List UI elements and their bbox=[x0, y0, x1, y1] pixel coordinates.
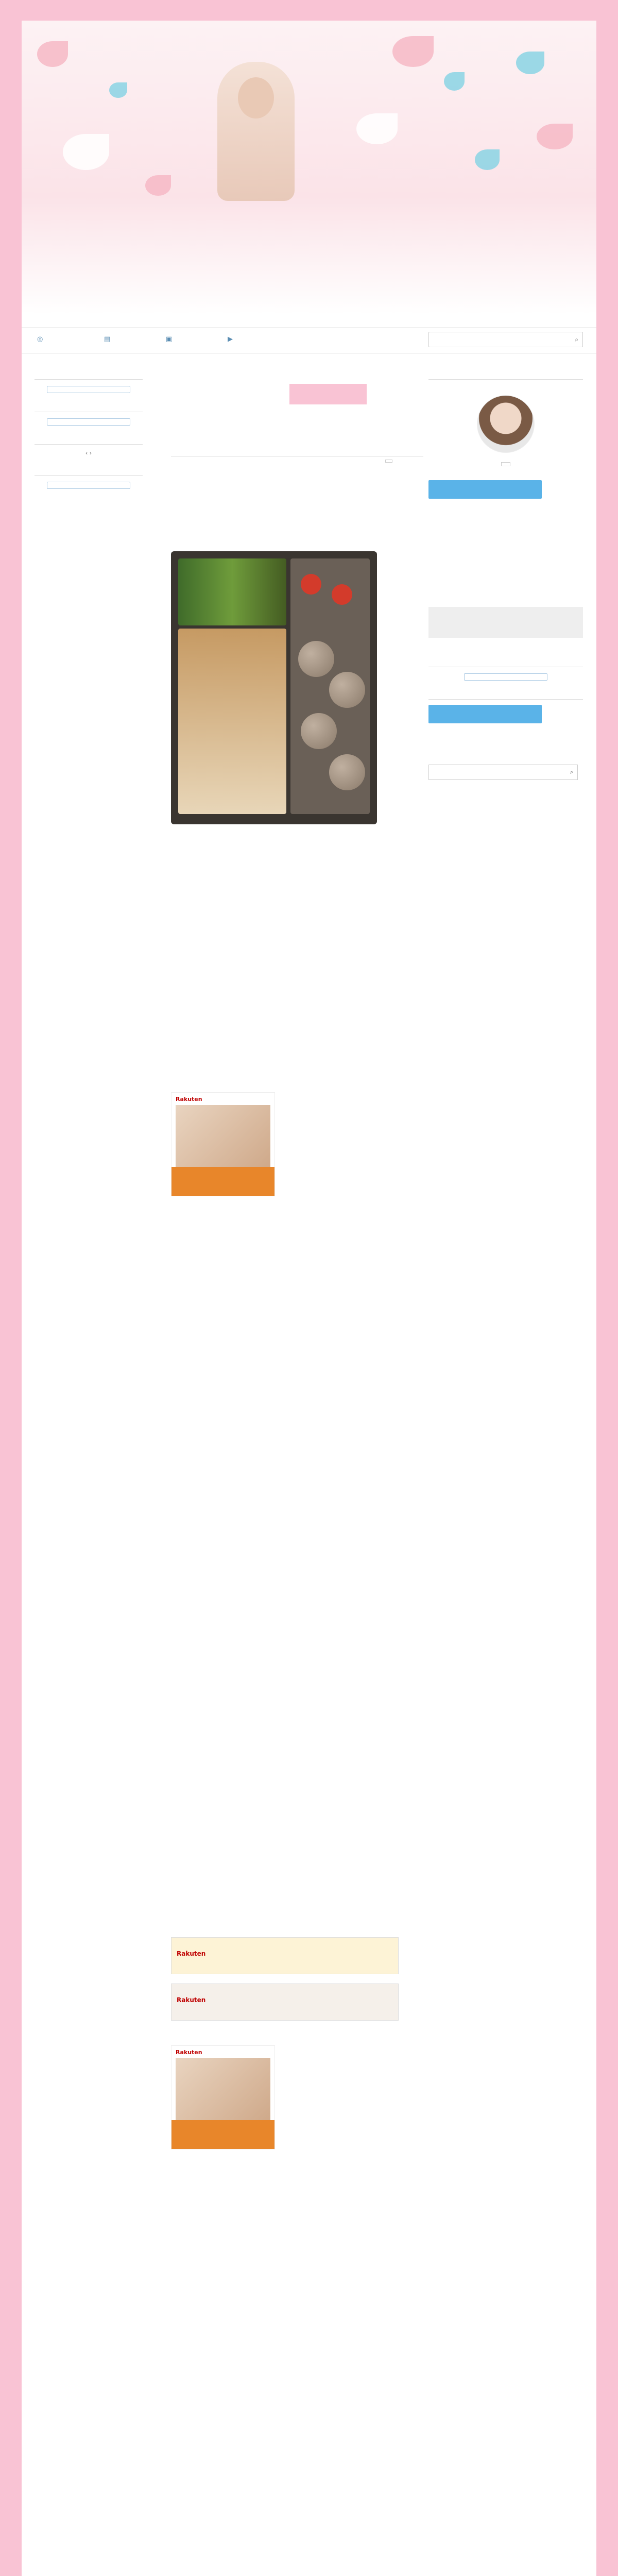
right-sidebar bbox=[428, 376, 583, 801]
petal-decoration bbox=[356, 113, 398, 144]
meatball bbox=[301, 713, 337, 749]
ad-card[interactable] bbox=[171, 2045, 275, 2149]
petal-decoration bbox=[37, 41, 68, 67]
ad-card[interactable] bbox=[171, 1092, 275, 1196]
left-sidebar bbox=[35, 376, 143, 504]
ad-photo bbox=[176, 2058, 270, 2120]
followers-heading bbox=[428, 696, 583, 700]
petal-decoration bbox=[516, 52, 544, 74]
meatball bbox=[298, 641, 334, 677]
fav-more-button[interactable] bbox=[464, 673, 547, 681]
rakuten-logo: Rakuten bbox=[176, 1096, 202, 1103]
follow-button-2[interactable] bbox=[428, 705, 542, 723]
theme-more-button[interactable] bbox=[47, 418, 130, 426]
rakuten-logo: Rakuten bbox=[176, 2049, 202, 2056]
nav-videos[interactable]: ▶ bbox=[228, 335, 233, 343]
meatball bbox=[329, 754, 365, 790]
avatar[interactable] bbox=[477, 395, 535, 453]
ad-stripe bbox=[171, 1167, 274, 1196]
petal-decoration bbox=[63, 134, 109, 170]
search-input[interactable] bbox=[428, 332, 583, 347]
sidebar-search-input[interactable] bbox=[428, 765, 578, 780]
petal-decoration bbox=[537, 124, 573, 149]
ad-placeholder bbox=[428, 607, 583, 638]
petal-decoration bbox=[392, 36, 434, 67]
header-figure-head bbox=[238, 77, 274, 118]
fav-heading bbox=[428, 664, 583, 667]
ad-photo bbox=[176, 1105, 270, 1167]
recent-heading bbox=[35, 376, 143, 380]
meatball bbox=[329, 672, 365, 708]
banner-summer-gift[interactable] bbox=[171, 1937, 399, 1974]
blog-nav bbox=[22, 327, 596, 354]
profile-card bbox=[428, 395, 583, 472]
bento-rice bbox=[178, 629, 286, 814]
page-frame bbox=[22, 21, 596, 2576]
blog-header[interactable] bbox=[22, 21, 596, 314]
recent-more-button[interactable] bbox=[47, 386, 130, 393]
favorite-blogger-button[interactable] bbox=[289, 384, 367, 404]
petal-decoration bbox=[109, 82, 127, 98]
petal-decoration bbox=[145, 175, 171, 196]
tomato bbox=[301, 574, 321, 595]
search-icon[interactable]: ⌕ bbox=[575, 336, 578, 343]
calendar-heading bbox=[35, 441, 143, 445]
theme-heading bbox=[35, 409, 143, 412]
rakuten-logo: Rakuten bbox=[177, 1996, 206, 2004]
search-icon[interactable]: ⌕ bbox=[570, 769, 573, 775]
profile-heading bbox=[428, 376, 583, 380]
petal-decoration bbox=[444, 72, 465, 91]
bento-photo[interactable] bbox=[171, 551, 377, 824]
bento-greens bbox=[178, 558, 286, 625]
archive-heading bbox=[35, 472, 143, 476]
bento-side bbox=[290, 558, 370, 814]
archive-more-button[interactable] bbox=[47, 482, 130, 489]
nav-entries[interactable]: ▤ bbox=[104, 335, 111, 343]
banner-swimwear[interactable] bbox=[171, 1984, 399, 2021]
ad-stripe bbox=[171, 2120, 274, 2149]
official-badge bbox=[501, 462, 510, 466]
calendar-month: ‹ › bbox=[85, 450, 92, 456]
nav-images[interactable]: ▣ bbox=[166, 335, 173, 343]
petal-decoration bbox=[475, 149, 500, 170]
tomato bbox=[332, 584, 352, 605]
nav-profile[interactable]: ◎ bbox=[37, 335, 43, 343]
rakuten-logo: Rakuten bbox=[177, 1950, 206, 1957]
entry-tag[interactable] bbox=[385, 460, 392, 463]
follow-button[interactable] bbox=[428, 480, 542, 499]
